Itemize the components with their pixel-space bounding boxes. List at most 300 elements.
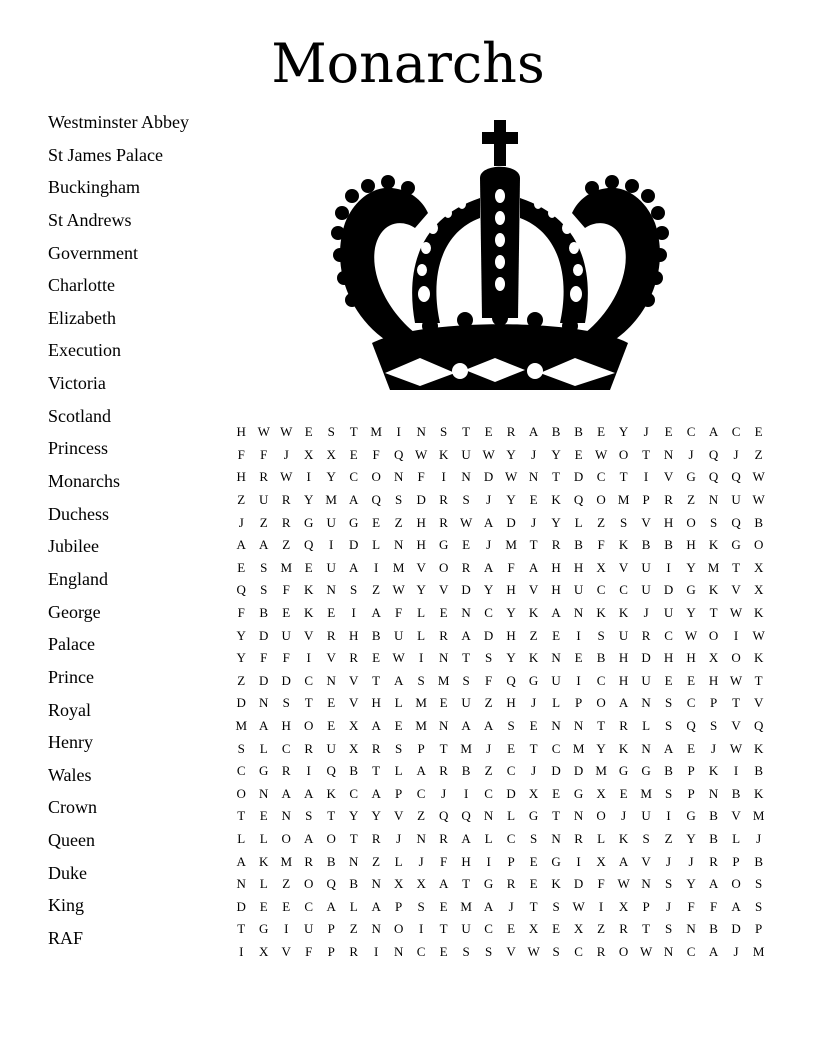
grid-letter: C: [574, 943, 583, 959]
grid-letter: V: [753, 695, 764, 711]
grid-letter: C: [349, 469, 358, 485]
grid-letter: A: [236, 853, 246, 869]
grid-letter: E: [327, 605, 336, 621]
grid-letter: W: [392, 582, 405, 598]
word-list-item: Victoria: [48, 373, 106, 394]
grid-letter: J: [531, 695, 537, 711]
grid-letter: V: [393, 808, 404, 824]
grid-letter: L: [552, 695, 561, 711]
grid-letter: P: [327, 921, 335, 937]
grid-letter: S: [327, 424, 335, 440]
grid-letter: J: [531, 514, 537, 530]
grid-letter: U: [461, 446, 471, 462]
grid-letter: F: [709, 898, 718, 914]
grid-letter: E: [237, 559, 246, 575]
grid-row: [230, 444, 770, 467]
grid-letter: W: [527, 943, 540, 959]
grid-letter: D: [259, 627, 269, 643]
grid-letter: R: [551, 537, 561, 553]
grid-letter: X: [618, 898, 629, 914]
grid-letter: E: [462, 537, 471, 553]
grid-letter: T: [349, 424, 358, 440]
grid-letter: H: [686, 650, 696, 666]
grid-row: [230, 602, 770, 625]
grid-letter: V: [641, 853, 651, 869]
grid-letter: N: [483, 808, 494, 824]
grid-letter: M: [460, 740, 472, 756]
grid-letter: B: [664, 537, 673, 553]
grid-letter: I: [373, 559, 379, 575]
grid-letter: X: [528, 785, 539, 801]
grid-letter: W: [752, 627, 765, 643]
grid-letter: A: [326, 898, 336, 914]
grid-letter: V: [528, 582, 539, 598]
grid-letter: E: [439, 943, 448, 959]
grid-letter: T: [462, 650, 471, 666]
grid-letter: S: [552, 898, 560, 914]
grid-letter: E: [687, 740, 696, 756]
grid-letter: N: [528, 469, 539, 485]
grid-letter: E: [664, 424, 673, 440]
grid-row: [230, 850, 770, 873]
grid-row: [230, 624, 770, 647]
grid-letter: J: [711, 740, 717, 756]
grid-letter: G: [259, 763, 269, 779]
grid-letter: E: [282, 898, 291, 914]
grid-letter: C: [731, 424, 741, 440]
grid-letter: A: [483, 514, 494, 530]
grid-letter: I: [733, 627, 739, 643]
grid-letter: E: [484, 424, 493, 440]
grid-letter: E: [372, 650, 381, 666]
grid-letter: U: [573, 582, 584, 598]
grid-letter: D: [281, 672, 291, 688]
grid-letter: J: [441, 785, 447, 801]
grid-letter: T: [709, 605, 718, 621]
grid-letter: S: [530, 830, 538, 846]
grid-letter: C: [596, 582, 606, 598]
grid-letter: N: [416, 830, 426, 846]
grid-letter: H: [708, 672, 719, 688]
grid-letter: W: [752, 469, 765, 485]
grid-row: [230, 805, 770, 828]
grid-letter: S: [664, 921, 673, 937]
grid-letter: R: [304, 740, 314, 756]
grid-letter: J: [486, 492, 492, 508]
grid-letter: S: [664, 876, 673, 892]
grid-letter: X: [528, 921, 539, 937]
grid-letter: R: [439, 763, 448, 779]
grid-letter: M: [595, 763, 607, 779]
grid-letter: L: [417, 605, 426, 621]
grid-letter: Y: [416, 582, 426, 598]
grid-letter: N: [326, 582, 336, 598]
grid-letter: Y: [236, 650, 246, 666]
grid-letter: F: [237, 605, 245, 621]
grid-letter: P: [417, 740, 425, 756]
grid-letter: G: [483, 876, 494, 892]
grid-row: [230, 670, 770, 693]
grid-letter: F: [260, 650, 268, 666]
grid-letter: K: [708, 582, 719, 598]
grid-letter: D: [483, 627, 494, 643]
grid-letter: Y: [686, 605, 696, 621]
grid-letter: O: [438, 559, 449, 575]
grid-row: [230, 918, 770, 941]
grid-letter: O: [618, 943, 629, 959]
grid-letter: L: [259, 876, 268, 892]
grid-letter: Q: [708, 469, 719, 485]
grid-letter: S: [485, 943, 493, 959]
grid-letter: E: [552, 785, 561, 801]
grid-letter: F: [417, 469, 425, 485]
grid-letter: S: [260, 559, 268, 575]
grid-letter: A: [483, 559, 494, 575]
grid-letter: K: [753, 650, 764, 666]
grid-letter: E: [259, 808, 268, 824]
word-list-item: Royal: [48, 699, 91, 720]
grid-letter: S: [462, 492, 470, 508]
grid-letter: B: [326, 853, 336, 869]
grid-row: [230, 692, 770, 715]
grid-letter: M: [235, 718, 248, 734]
grid-letter: A: [618, 695, 629, 711]
grid-letter: T: [304, 695, 313, 711]
grid-letter: H: [416, 537, 426, 553]
grid-letter: M: [415, 695, 427, 711]
grid-letter: S: [485, 650, 493, 666]
grid-letter: Y: [506, 605, 516, 621]
grid-letter: N: [641, 695, 651, 711]
grid-letter: I: [733, 763, 739, 779]
grid-letter: M: [325, 492, 337, 508]
word-search-grid: [230, 421, 770, 963]
grid-letter: J: [486, 740, 492, 756]
grid-letter: O: [618, 446, 629, 462]
grid-letter: S: [755, 876, 763, 892]
grid-letter: E: [439, 898, 448, 914]
grid-letter: B: [754, 514, 763, 530]
grid-letter: C: [416, 943, 426, 959]
grid-letter: N: [573, 808, 584, 824]
grid-letter: U: [461, 921, 471, 937]
grid-letter: K: [753, 605, 764, 621]
grid-letter: E: [439, 605, 448, 621]
grid-letter: X: [573, 921, 584, 937]
grid-letter: W: [482, 446, 495, 462]
grid-letter: Y: [326, 469, 336, 485]
grid-letter: I: [418, 921, 424, 937]
word-list-item: King: [48, 895, 84, 916]
word-list-item: Princess: [48, 438, 108, 459]
word-list-item: Buckingham: [48, 177, 140, 198]
grid-letter: L: [642, 718, 651, 734]
grid-letter: W: [459, 514, 473, 530]
grid-letter: T: [642, 921, 651, 937]
grid-letter: S: [417, 672, 425, 688]
grid-letter: B: [754, 853, 763, 869]
word-list: [48, 109, 189, 958]
grid-letter: E: [327, 718, 336, 734]
grid-letter: M: [415, 718, 427, 734]
grid-letter: F: [395, 605, 403, 621]
grid-letter: I: [351, 605, 356, 621]
grid-letter: D: [506, 785, 516, 801]
grid-letter: T: [237, 808, 246, 824]
grid-letter: C: [596, 672, 606, 688]
grid-letter: N: [686, 921, 696, 937]
grid-letter: T: [529, 898, 538, 914]
grid-letter: P: [642, 492, 650, 508]
grid-letter: O: [596, 808, 606, 824]
grid-letter: X: [753, 559, 764, 575]
grid-row: [230, 511, 770, 534]
grid-letter: T: [237, 921, 246, 937]
grid-letter: K: [753, 785, 764, 801]
grid-letter: N: [551, 830, 561, 846]
grid-letter: J: [666, 898, 672, 914]
word-list-item: Execution: [48, 340, 121, 361]
grid-letter: I: [666, 559, 671, 575]
grid-letter: N: [461, 469, 471, 485]
grid-letter: M: [505, 537, 517, 553]
grid-letter: B: [259, 605, 269, 621]
grid-letter: N: [393, 469, 404, 485]
grid-letter: M: [752, 808, 765, 824]
grid-letter: W: [729, 672, 743, 688]
grid-letter: L: [732, 830, 741, 846]
grid-letter: U: [551, 672, 561, 688]
grid-letter: S: [305, 808, 313, 824]
grid-letter: G: [259, 921, 269, 937]
grid-letter: Q: [304, 537, 314, 553]
grid-letter: Y: [236, 627, 246, 643]
grid-letter: A: [708, 876, 719, 892]
word-list-item: St James Palace: [48, 144, 163, 165]
grid-letter: V: [506, 943, 516, 959]
grid-letter: D: [461, 582, 471, 598]
grid-letter: Y: [506, 446, 516, 462]
grid-letter: E: [259, 898, 268, 914]
grid-letter: C: [686, 424, 696, 440]
grid-letter: K: [551, 492, 561, 508]
word-list-item: Westminster Abbey: [48, 112, 190, 132]
grid-letter: X: [304, 446, 314, 462]
grid-letter: L: [507, 808, 516, 824]
grid-row: [230, 489, 770, 512]
grid-letter: L: [372, 537, 381, 553]
grid-letter: M: [460, 898, 472, 914]
grid-letter: M: [572, 740, 585, 756]
grid-letter: J: [238, 514, 244, 530]
grid-letter: E: [304, 559, 313, 575]
grid-letter: G: [348, 514, 359, 530]
grid-letter: V: [663, 469, 674, 485]
grid-letter: A: [461, 718, 471, 734]
grid-letter: Y: [596, 740, 606, 756]
grid-letter: Z: [529, 627, 538, 643]
grid-letter: N: [573, 605, 584, 621]
grid-letter: D: [259, 672, 269, 688]
grid-letter: H: [506, 627, 516, 643]
grid-letter: W: [639, 943, 653, 959]
grid-letter: H: [573, 559, 584, 575]
grid-letter: A: [371, 898, 381, 914]
grid-letter: L: [484, 830, 493, 846]
grid-letter: E: [529, 492, 538, 508]
grid-letter: T: [349, 830, 358, 846]
grid-letter: R: [439, 492, 448, 508]
grid-letter: C: [484, 785, 493, 801]
grid-letter: S: [282, 695, 290, 711]
grid-letter: J: [531, 446, 537, 462]
word-list-item: Prince: [48, 666, 94, 687]
grid-letter: I: [329, 537, 334, 553]
grid-letter: I: [576, 853, 581, 869]
grid-letter: B: [371, 627, 381, 643]
grid-letter: N: [663, 446, 674, 462]
grid-letter: T: [439, 921, 448, 937]
grid-letter: N: [348, 853, 359, 869]
grid-letter: E: [349, 446, 358, 462]
grid-letter: M: [640, 785, 652, 801]
grid-letter: Y: [506, 650, 516, 666]
grid-letter: J: [621, 808, 627, 824]
grid-letter: M: [617, 492, 630, 508]
grid-letter: F: [260, 446, 268, 462]
grid-letter: J: [756, 830, 762, 846]
grid-letter: Z: [394, 514, 403, 530]
word-list-item: Elizabeth: [48, 307, 116, 328]
grid-letter: A: [618, 853, 629, 869]
grid-letter: D: [348, 537, 359, 553]
grid-letter: A: [461, 627, 471, 643]
grid-letter: X: [596, 853, 606, 869]
grid-letter: M: [392, 559, 405, 575]
grid-letter: R: [349, 943, 358, 959]
grid-letter: N: [708, 492, 719, 508]
grid-letter: R: [619, 718, 628, 734]
grid-letter: N: [393, 943, 404, 959]
grid-letter: V: [438, 582, 449, 598]
grid-letter: C: [686, 943, 696, 959]
grid-letter: O: [326, 830, 336, 846]
grid-letter: W: [617, 876, 630, 892]
grid-letter: U: [393, 627, 404, 643]
grid-letter: D: [731, 921, 741, 937]
grid-letter: T: [552, 469, 561, 485]
word-list-item: Duke: [48, 862, 87, 883]
grid-letter: N: [438, 718, 449, 734]
grid-letter: Z: [687, 492, 696, 508]
grid-row: [230, 737, 770, 760]
grid-letter: F: [687, 898, 695, 914]
grid-letter: V: [731, 718, 741, 734]
grid-letter: T: [732, 695, 741, 711]
word-list-item: Jubilee: [48, 536, 99, 557]
grid-letter: W: [280, 424, 293, 440]
grid-letter: D: [573, 763, 584, 779]
grid-letter: F: [440, 853, 448, 869]
grid-letter: N: [259, 785, 269, 801]
grid-letter: V: [348, 695, 359, 711]
grid-letter: W: [752, 492, 765, 508]
grid-letter: D: [416, 492, 426, 508]
grid-letter: M: [752, 943, 765, 959]
grid-letter: U: [281, 627, 291, 643]
grid-letter: T: [439, 740, 448, 756]
grid-letter: O: [304, 718, 314, 734]
grid-letter: Z: [417, 808, 426, 824]
grid-letter: B: [709, 830, 718, 846]
grid-letter: U: [641, 559, 651, 575]
grid-letter: T: [462, 876, 471, 892]
word-list-item: Government: [48, 242, 138, 263]
grid-letter: B: [754, 763, 763, 779]
grid-letter: S: [395, 492, 403, 508]
grid-letter: F: [237, 446, 245, 462]
grid-letter: R: [326, 627, 336, 643]
grid-letter: T: [462, 424, 471, 440]
grid-letter: P: [574, 695, 583, 711]
grid-letter: P: [395, 785, 403, 801]
grid-letter: K: [438, 446, 449, 462]
word-list-item: Crown: [48, 797, 97, 818]
grid-letter: J: [733, 943, 739, 959]
grid-letter: I: [598, 898, 604, 914]
grid-letter: A: [416, 763, 426, 779]
grid-letter: K: [618, 830, 629, 846]
grid-letter: U: [326, 514, 336, 530]
grid-letter: T: [552, 808, 561, 824]
grid-letter: T: [327, 808, 336, 824]
grid-letter: R: [506, 876, 516, 892]
grid-letter: I: [576, 627, 581, 643]
grid-letter: S: [642, 830, 650, 846]
grid-letter: S: [664, 785, 673, 801]
grid-letter: P: [507, 853, 515, 869]
grid-letter: D: [551, 763, 561, 779]
grid-letter: O: [753, 537, 764, 553]
grid-letter: R: [281, 514, 291, 530]
grid-letter: R: [709, 853, 718, 869]
grid-letter: U: [326, 740, 336, 756]
grid-letter: E: [664, 672, 673, 688]
grid-letter: V: [618, 559, 629, 575]
grid-letter: A: [304, 830, 314, 846]
grid-row: [230, 783, 770, 806]
word-list-item: RAF: [48, 928, 84, 949]
grid-letter: D: [236, 695, 246, 711]
grid-letter: C: [664, 627, 673, 643]
grid-letter: O: [371, 469, 381, 485]
grid-letter: C: [484, 605, 493, 621]
word-list-item: Queen: [48, 830, 95, 851]
grid-letter: I: [306, 650, 311, 666]
grid-letter: F: [372, 446, 380, 462]
grid-letter: Z: [349, 921, 358, 937]
grid-letter: A: [731, 898, 741, 914]
grid-letter: X: [596, 559, 606, 575]
grid-letter: G: [686, 582, 696, 598]
grid-letter: H: [416, 514, 426, 530]
grid-letter: S: [709, 514, 718, 530]
grid-letter: G: [618, 763, 629, 779]
grid-letter: T: [597, 718, 606, 734]
grid-row: [230, 647, 770, 670]
grid-letter: Z: [237, 672, 246, 688]
grid-letter: W: [729, 740, 743, 756]
